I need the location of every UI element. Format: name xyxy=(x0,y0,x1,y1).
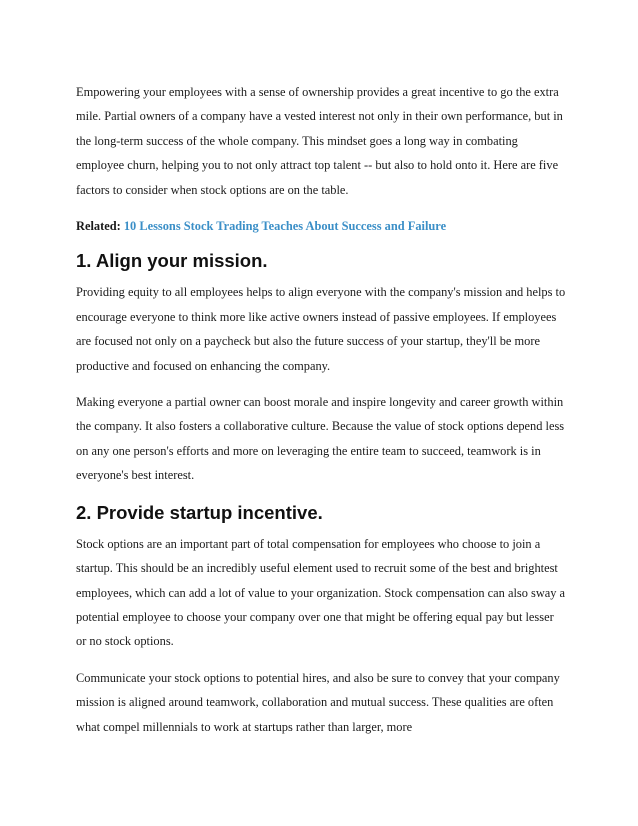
intro-paragraph: Empowering your employees with a sense of ownership provides a great incentive to go the extra mile. Partial owners of a company have a vested interest not only in their own performance, but in the long-term success of the whole company. This mindset goes a long way in combating employee churn, helping you to not only attract top talent -- but also to hold onto it. Here are five factors to consider when stock options are on the table. xyxy=(76,85,563,197)
related-label: Related: xyxy=(76,219,121,234)
section-2-heading: 2. Provide startup incentive. xyxy=(76,501,323,523)
related-line xyxy=(76,214,566,238)
section-2-paragraph-1: Stock options are an important part of total compensation for employees who choose to join a startup. This should be an incredibly useful element used to recruit some of the best and brightest employees, which can add a lot of value to your organization. Stock compensation can also sway a potential employee to choose your company over one that might be offering equal pay but lesser or no stock options. xyxy=(76,536,566,649)
section-1-heading: 1. Align your mission. xyxy=(76,250,268,272)
related-article-link[interactable]: 10 Lessons Stock Trading Teaches About Success and Failure xyxy=(123,219,447,234)
document-page xyxy=(76,80,566,751)
section-1-paragraph-2: Making everyone a partial owner can boost morale and inspire longevity and career growth within the company. It also fosters a collaborative culture. Because the value of stock options depend less on any one person's efforts and more on leveraging the entire team to succeed, teamwork is in everyone's best interest. xyxy=(76,395,565,483)
section-1-paragraph-1: Providing equity to all employees helps to align everyone with the company's mission and helps to encourage everyone to think more like active owners instead of passive employees. If employees are focused not only on a paycheck but also the future success of your startup, they'll be more productive and focused on enhancing the company. xyxy=(76,285,566,373)
section-2-paragraph-2: Communicate your stock options to potential hires, and also be sure to convey that your company mission is aligned around teamwork, collaboration and mutual success. These qualities are often what compel millennials to work at startups rather than larger, more xyxy=(76,670,560,734)
